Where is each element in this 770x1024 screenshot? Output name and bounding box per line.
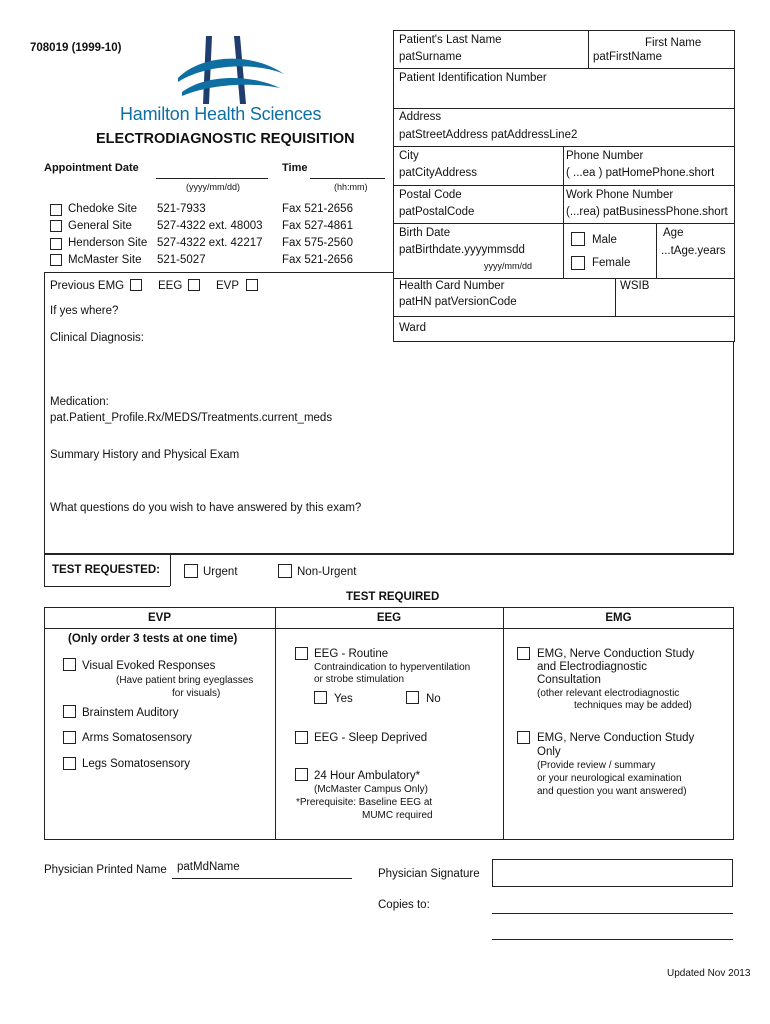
first-name-value[interactable]: patFirstName — [593, 51, 663, 63]
site-name: General Site — [68, 220, 132, 232]
if-yes-where-label: If yes where? — [50, 305, 119, 317]
logo-lower-swoosh — [182, 78, 280, 96]
previous-eeg-label: EEG — [158, 280, 183, 292]
legs-somatosensory-checkbox[interactable] — [63, 757, 76, 770]
emg-ncs-only-checkbox[interactable] — [517, 731, 530, 744]
eeg-ambulatory-label: 24 Hour Ambulatory* — [314, 770, 421, 782]
site-fax: Fax 521-2656 — [282, 254, 353, 266]
birth-date-hint: yyyy/mm/dd — [484, 261, 533, 271]
site-checkbox-chedoke[interactable] — [50, 204, 62, 216]
last-name-value[interactable]: patSurname — [399, 51, 462, 63]
eeg-sleep-checkbox[interactable] — [295, 731, 308, 744]
appointment-time-line[interactable] — [310, 178, 385, 179]
form-code: 708019 (1999-10) — [30, 42, 122, 54]
site-name: McMaster Site — [68, 254, 142, 266]
evp-note: (Only order 3 tests at one time) — [68, 633, 238, 645]
site-fax: Fax 521-2656 — [282, 203, 353, 215]
health-card-label: Health Card Number — [399, 280, 505, 292]
female-checkbox[interactable] — [571, 256, 585, 270]
previous-evp-checkbox[interactable] — [246, 279, 258, 291]
emg-ncs-consult-label: EMG, Nerve Conduction Study — [537, 648, 695, 660]
emg-ncs-only-label: EMG, Nerve Conduction Study — [537, 732, 695, 744]
arms-somatosensory-label: Arms Somatosensory — [82, 732, 192, 744]
last-name-label: Patient's Last Name — [399, 34, 502, 46]
visual-evoked-label: Visual Evoked Responses — [82, 660, 216, 672]
site-phone: 527-4322 ext. 42217 — [157, 237, 263, 249]
female-label: Female — [592, 257, 631, 269]
logo-right-pillar — [234, 36, 246, 104]
medication-value[interactable]: pat.Patient_Profile.Rx/MEDS/Treatments.current_meds — [50, 412, 333, 424]
emg-ncs-only-note: and question you want answered) — [537, 786, 687, 797]
physician-name-label: Physician Printed Name — [44, 864, 167, 876]
ward-label: Ward — [399, 322, 427, 334]
site-fax: Fax 575-2560 — [282, 237, 353, 249]
legs-somatosensory-label: Legs Somatosensory — [82, 758, 191, 770]
eeg-routine-checkbox[interactable] — [295, 647, 308, 660]
evp-column-header: EVP — [147, 612, 171, 624]
previous-evp-label: EVP — [216, 280, 240, 292]
birth-date-label: Birth Date — [399, 227, 451, 239]
address-label: Address — [399, 111, 442, 123]
arms-somatosensory-checkbox[interactable] — [63, 731, 76, 744]
test-required-heading: TEST REQUIRED — [346, 591, 440, 603]
org-name: Hamilton Health Sciences — [120, 104, 322, 124]
copies-to-label: Copies to: — [378, 899, 430, 911]
emg-ncs-consult-note: (other relevant electrodiagnostic — [537, 688, 680, 699]
non-urgent-label: Non-Urgent — [297, 566, 357, 578]
eeg-ambulatory-note: (McMaster Campus Only) — [314, 784, 428, 795]
site-name: Chedoke Site — [68, 203, 138, 215]
emg-ncs-only-label: Only — [537, 746, 561, 758]
physician-signature-label: Physician Signature — [378, 868, 480, 880]
questions-label: What questions do you wish to have answered by this exam? — [50, 502, 362, 514]
updated-date: Updated Nov 2013 — [667, 968, 751, 979]
site-phone: 521-7933 — [157, 203, 206, 215]
phone-value[interactable]: ( ...ea ) patHomePhone.short — [566, 167, 715, 179]
site-phone: 527-4322 ext. 48003 — [157, 220, 263, 232]
eeg-routine-label: EEG - Routine — [314, 648, 389, 660]
previous-eeg-checkbox[interactable] — [188, 279, 200, 291]
eeg-no-label: No — [426, 693, 441, 705]
appointment-date-hint: (yyyy/mm/dd) — [186, 182, 240, 192]
urgent-label: Urgent — [203, 566, 238, 578]
visual-evoked-note: for visuals) — [172, 688, 221, 699]
emg-ncs-only-note: or your neurological examination — [537, 773, 682, 784]
visual-evoked-checkbox[interactable] — [63, 658, 76, 671]
eeg-ambulatory-note: MUMC required — [362, 810, 433, 821]
eeg-sleep-label: EEG - Sleep Deprived — [314, 732, 428, 744]
physician-name-value[interactable]: patMdName — [177, 861, 240, 873]
medication-label: Medication: — [50, 396, 109, 408]
postal-code-label: Postal Code — [399, 189, 462, 201]
eeg-ambulatory-checkbox[interactable] — [295, 768, 308, 781]
urgent-checkbox[interactable] — [184, 564, 198, 578]
eeg-routine-note: or strobe stimulation — [314, 674, 405, 685]
address-value[interactable]: patStreetAddress patAddressLine2 — [399, 129, 578, 141]
physician-signature-field[interactable] — [492, 859, 733, 887]
site-fax: Fax 527-4861 — [282, 220, 353, 232]
summary-history-label: Summary History and Physical Exam — [50, 449, 240, 461]
copies-to-line[interactable] — [492, 939, 733, 940]
age-value[interactable]: ...tAge.years — [661, 245, 726, 257]
appointment-date-line[interactable] — [156, 178, 268, 179]
eeg-yes-checkbox[interactable] — [314, 691, 327, 704]
male-label: Male — [592, 234, 617, 246]
age-label: Age — [663, 227, 684, 239]
hamilton-logo — [172, 34, 292, 106]
appointment-date-label: Appointment Date — [44, 162, 139, 174]
emg-ncs-only-note: (Provide review / summary — [537, 760, 656, 771]
appointment-time-label: Time — [282, 162, 308, 174]
wsib-label: WSIB — [620, 280, 650, 292]
emg-ncs-consult-label: and Electrodiagnostic — [537, 661, 647, 673]
city-value[interactable]: patCityAddress — [399, 167, 477, 179]
non-urgent-checkbox[interactable] — [278, 564, 292, 578]
copies-to-line[interactable] — [492, 913, 733, 914]
birth-date-value[interactable]: patBirthdate.yyyymmsdd — [399, 244, 525, 256]
health-card-value[interactable]: patHN patVersionCode — [399, 296, 517, 308]
page-title: ELECTRODIAGNOSTIC REQUISITION — [96, 131, 355, 147]
first-name-label: First Name — [645, 37, 702, 49]
emg-ncs-consult-label: Consultation — [537, 674, 601, 686]
work-phone-label: Work Phone Number — [566, 189, 674, 201]
male-checkbox[interactable] — [571, 232, 585, 246]
previous-emg-label: Previous EMG — [50, 280, 125, 292]
emg-column-header: EMG — [605, 612, 632, 624]
emg-ncs-consult-note: techniques may be added) — [574, 700, 692, 711]
emg-ncs-consult-checkbox[interactable] — [517, 647, 530, 660]
work-phone-value[interactable]: (...rea) patBusinessPhone.short — [566, 206, 728, 218]
test-requested-label: TEST REQUESTED: — [52, 564, 160, 576]
city-label: City — [399, 150, 419, 162]
patient-id-label: Patient Identification Number — [399, 72, 547, 84]
appointment-time-hint: (hh:mm) — [334, 182, 368, 192]
eeg-no-checkbox[interactable] — [406, 691, 419, 704]
previous-emg-checkbox[interactable] — [130, 279, 142, 291]
visual-evoked-note: (Have patient bring eyeglasses — [116, 675, 254, 686]
eeg-ambulatory-note: *Prerequisite: Baseline EEG at — [296, 797, 433, 808]
site-name: Henderson Site — [68, 237, 148, 249]
brainstem-checkbox[interactable] — [63, 705, 76, 718]
site-checkbox-henderson[interactable] — [50, 238, 62, 250]
site-phone: 521-5027 — [157, 254, 206, 266]
clinical-diagnosis-label: Clinical Diagnosis: — [50, 332, 144, 344]
eeg-column-header: EEG — [376, 612, 402, 624]
site-checkbox-mcmaster[interactable] — [50, 254, 62, 266]
site-checkbox-general[interactable] — [50, 220, 62, 232]
eeg-yes-label: Yes — [334, 693, 353, 705]
eeg-routine-note: Contraindication to hyperventilation — [314, 662, 471, 673]
brainstem-label: Brainstem Auditory — [82, 707, 179, 719]
postal-code-value[interactable]: patPostalCode — [399, 206, 475, 218]
phone-label: Phone Number — [566, 150, 644, 162]
